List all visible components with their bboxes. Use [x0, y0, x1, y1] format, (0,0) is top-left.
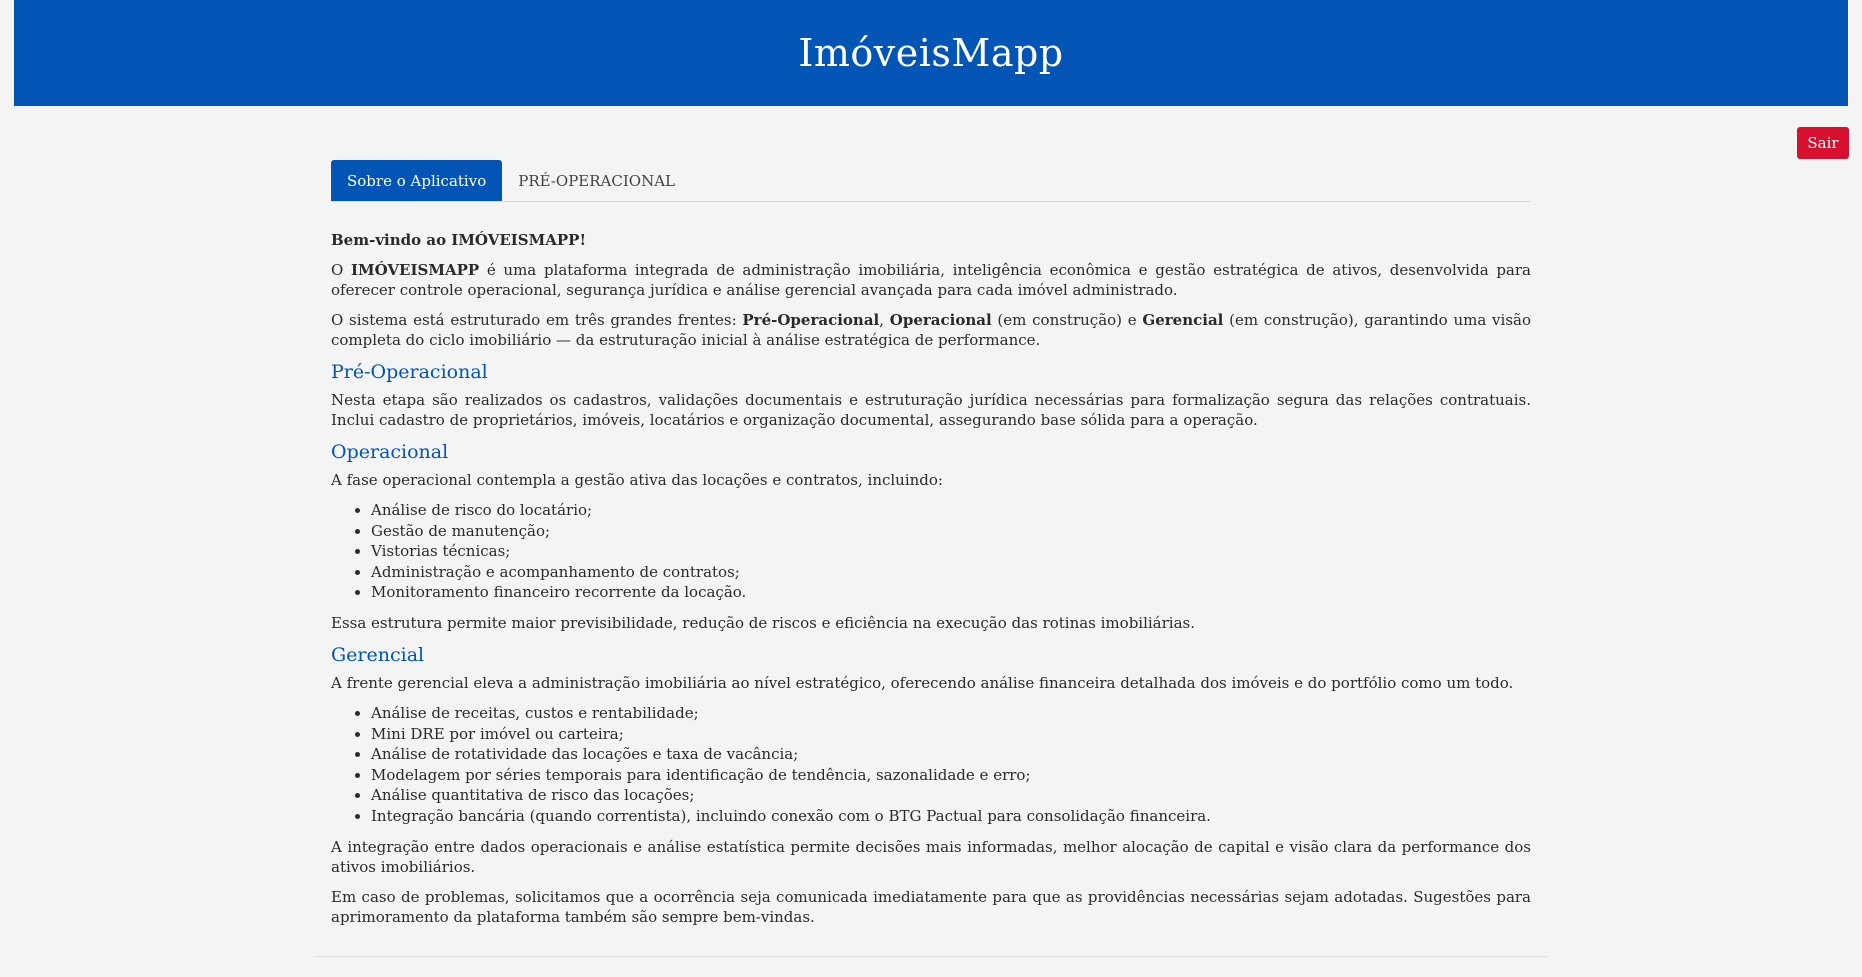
- structure-mid: (em construção) e: [991, 311, 1143, 329]
- front-pre-operacional: Pré-Operacional: [742, 311, 880, 329]
- operacional-intro: A fase operacional contempla a gestão ativa das locações e contratos, incluindo:: [331, 471, 943, 489]
- app-title: ImóveisMapp: [798, 31, 1064, 75]
- gerencial-intro: A frente gerencial eleva a administração imobiliária ao nível estratégico, oferecendo análise financeira detalhada dos imóveis e do portfólio como um todo.: [331, 673, 1514, 692]
- list-item: • Monitoramento financeiro recorrente da locação.: [371, 582, 1531, 603]
- gerencial-outro: A integração entre dados operacionais e análise estatística permite decisões mais informadas, melhor alocação de capital e visão clara da performance dos ativos imobiliários.: [331, 837, 1531, 876]
- operacional-outro: Essa estrutura permite maior previsibilidade, redução de riscos e eficiência na execução das rotinas imobiliárias.: [331, 613, 1196, 632]
- about-panel: [331, 202, 1531, 927]
- intro-paragraph: [331, 260, 1531, 300]
- logout-button[interactable]: Sair: [1797, 127, 1849, 159]
- list-item: • Análise quantitativa de risco das locações;: [371, 785, 1531, 806]
- intro-text: é uma plataforma integrada de administração imobiliária, inteligência econômica e gestão estratégica de ativos, desenvolvida para oferecer controle operacional, segurança jurídica e análise gerencial avançada para cada imóvel administrado.: [331, 261, 1531, 299]
- list-item: • Análise de risco do locatário;: [371, 500, 1531, 521]
- list-item: • Modelagem por séries temporais para identificação de tendência, sazonalidade e erro;: [371, 765, 1531, 786]
- structure-prefix: O sistema está estruturado em três grandes frentes:: [331, 311, 743, 329]
- front-operacional: Operacional: [889, 311, 992, 329]
- intro-prefix: O: [331, 261, 351, 279]
- footer-divider: [316, 956, 1547, 957]
- section-heading-pre-operacional: Pré-Operacional: [331, 361, 488, 383]
- structure-separator: ,: [879, 311, 890, 329]
- list-item: • Mini DRE por imóvel ou carteira;: [371, 724, 1531, 745]
- structure-paragraph: [331, 310, 1531, 350]
- gerencial-list: [371, 703, 1531, 827]
- list-item: • Administração e acompanhamento de contratos;: [371, 562, 1531, 583]
- operacional-list: [371, 500, 1531, 603]
- section-heading-operacional: Operacional: [331, 441, 449, 463]
- structure-suffix: (em construção), garantindo uma visão completa do ciclo imobiliário — da estruturação inicial à análise estratégica de performance.: [331, 311, 1531, 349]
- front-gerencial: Gerencial: [1142, 311, 1224, 329]
- list-item: • Gestão de manutenção;: [371, 521, 1531, 542]
- pre-operacional-text: Nesta etapa são realizados os cadastros, validações documentais e estruturação jurídica necessárias para formalização segura das relações contratuais. Inclui cadastro de proprietários, imóveis, locatários e organização documental, assegurando base sólida para a operação.: [331, 391, 1531, 429]
- tab-pre-operacional[interactable]: PRÉ-OPERACIONAL: [518, 171, 676, 190]
- list-item: • Análise de rotatividade das locações e taxa de vacância;: [371, 744, 1531, 765]
- tab-sobre-o-aplicativo[interactable]: Sobre o Aplicativo: [331, 160, 502, 201]
- app-header: [14, 0, 1848, 106]
- closing-paragraph: Em caso de problemas, solicitamos que a ocorrência seja comunicada imediatamente para que as providências necessárias sejam adotadas. Sugestões para aprimoramento da plataforma também são sempre bem-vindas.: [331, 887, 1531, 926]
- list-item: • Vistorias técnicas;: [371, 541, 1531, 562]
- list-item: • Integração bancária (quando correntista), incluindo conexão com o BTG Pactual para consolidação financeira.: [371, 806, 1531, 827]
- brand-name: IMÓVEISMAPP: [351, 261, 480, 279]
- tab-bar: [331, 160, 1531, 202]
- main-content: [331, 160, 1531, 937]
- section-heading-gerencial: Gerencial: [331, 643, 425, 666]
- welcome-text: [331, 230, 1531, 250]
- list-item: • Análise de receitas, custos e rentabilidade;: [371, 703, 1531, 724]
- welcome-heading: Bem-vindo ao IMÓVEISMAPP!: [331, 231, 587, 249]
